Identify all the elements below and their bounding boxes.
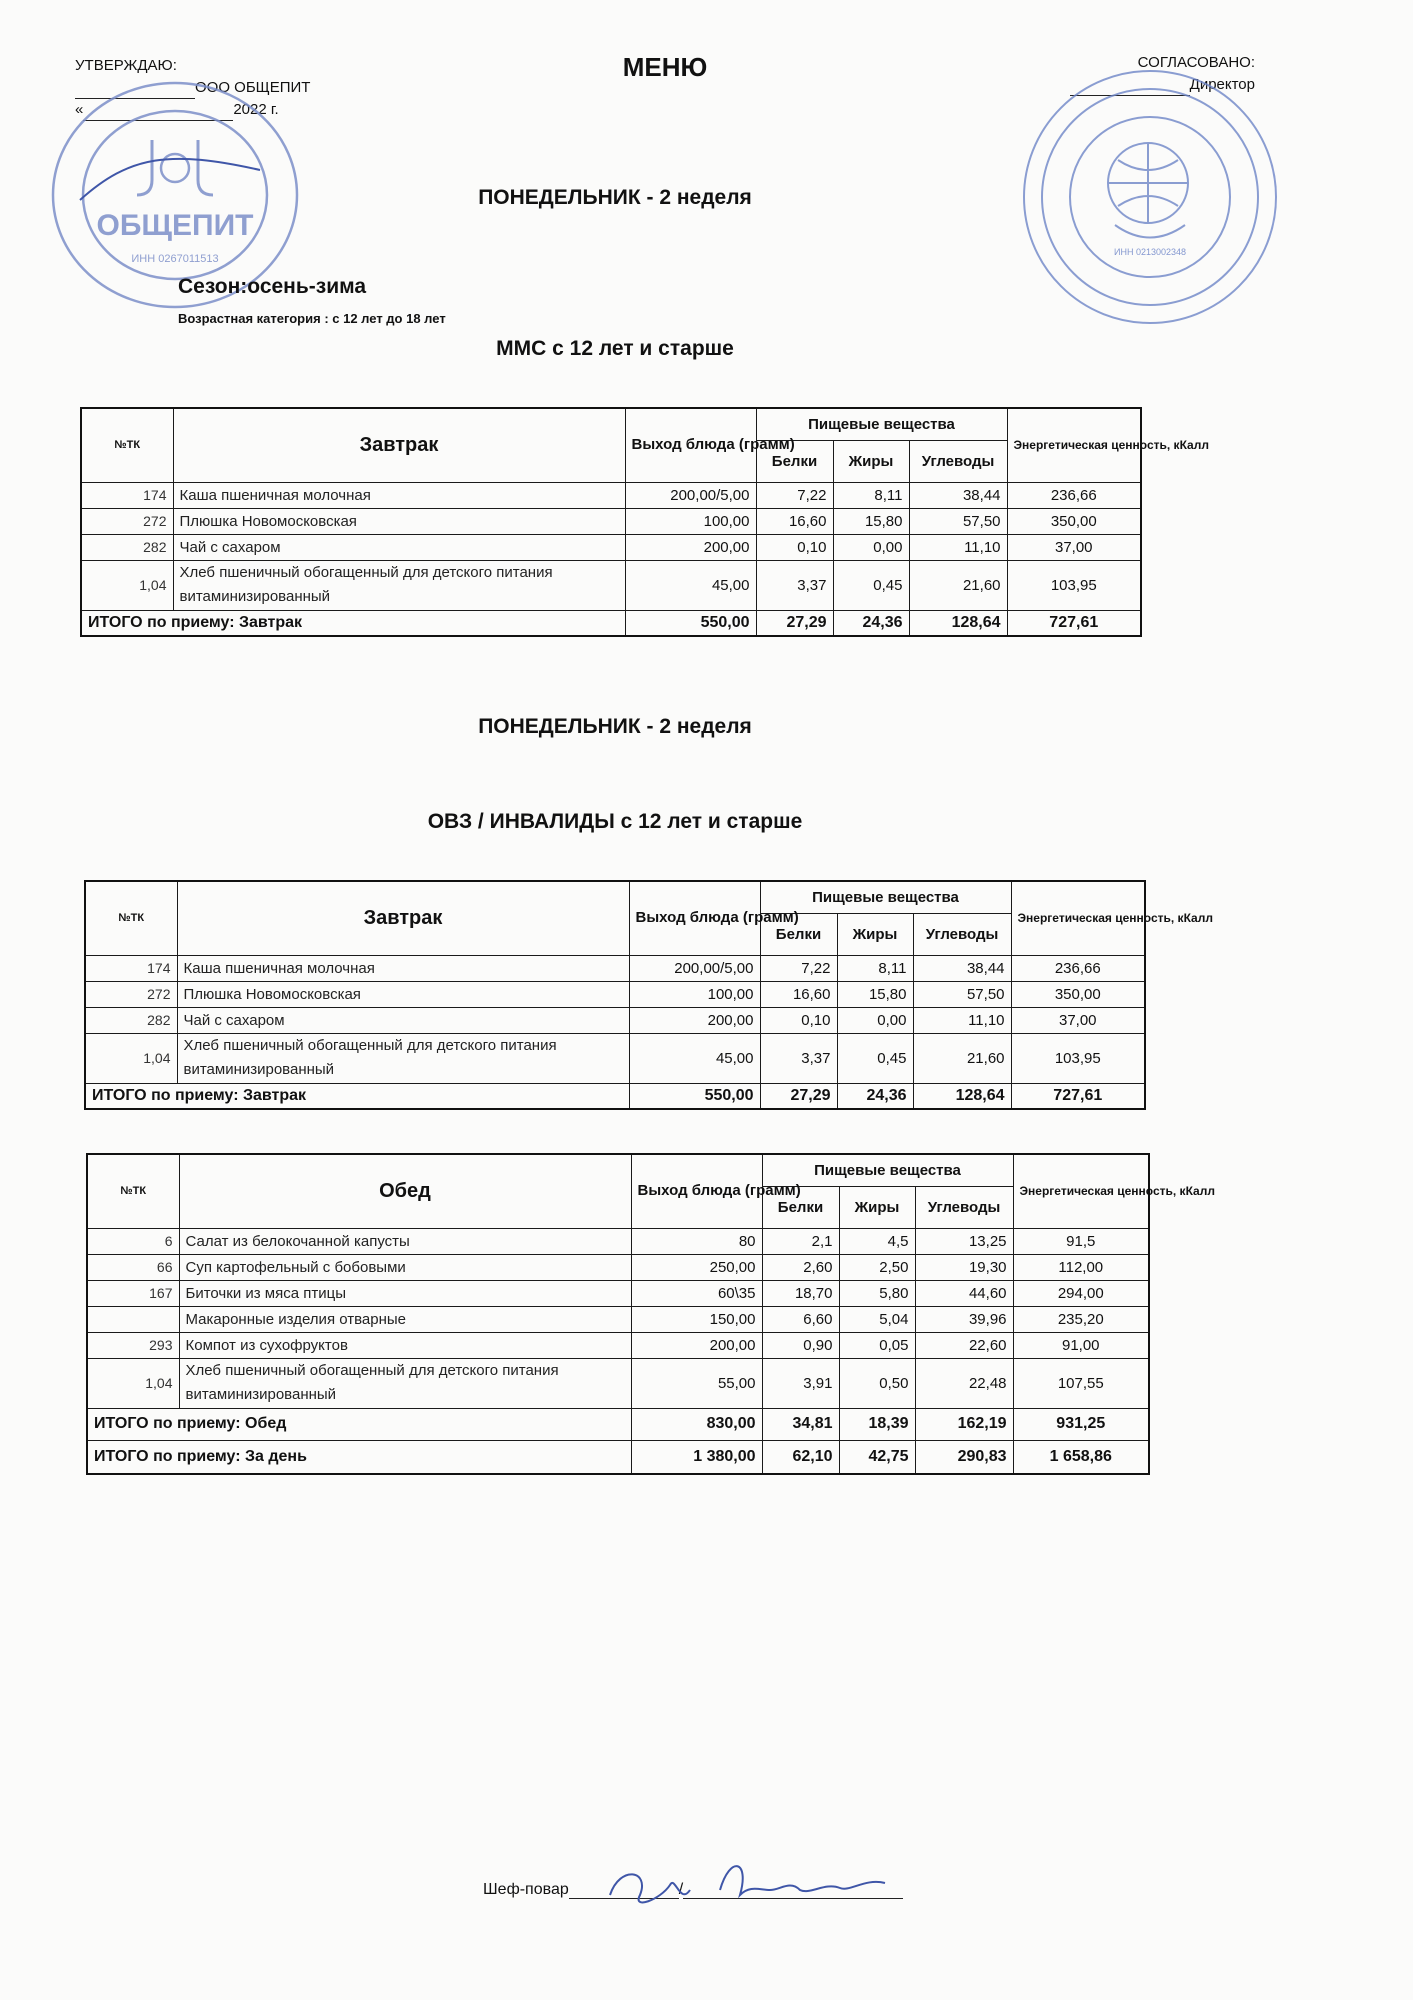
total-energy: 727,61	[1011, 1083, 1145, 1109]
day-total-energy: 1 658,86	[1013, 1440, 1149, 1474]
dish-name: Макаронные изделия отварные	[179, 1306, 631, 1332]
table-row	[85, 1033, 1145, 1083]
total-proteins: 27,29	[760, 1083, 837, 1109]
chef-handwritten-signature	[600, 1855, 940, 1915]
dish-name: Компот из сухофруктов	[179, 1332, 631, 1358]
dish-proteins: 6,60	[762, 1306, 839, 1332]
dish-name: Суп картофельный с бобовыми	[179, 1254, 631, 1280]
total-output: 550,00	[625, 610, 756, 636]
total-fats: 24,36	[833, 610, 909, 636]
age-category: Возрастная категория : с 12 лет до 18 лет	[178, 311, 446, 326]
table-row	[81, 508, 1141, 534]
dish-proteins: 0,90	[762, 1332, 839, 1358]
dish-fats: 8,11	[833, 482, 909, 508]
dish-carbs: 21,60	[909, 560, 1007, 610]
dish-name: Хлеб пшеничный обогащенный для детского питания витаминизированный	[177, 1033, 629, 1083]
total-carbs: 162,19	[915, 1408, 1013, 1440]
agreement-label: СОГЛАСОВАНО:	[1137, 54, 1255, 71]
dish-fats: 5,04	[839, 1306, 915, 1332]
dish-fats: 8,11	[837, 955, 913, 981]
dish-proteins: 18,70	[762, 1280, 839, 1306]
table-row	[81, 534, 1141, 560]
dish-carbs: 39,96	[915, 1306, 1013, 1332]
dish-name: Салат из белокочанной капусты	[179, 1228, 631, 1254]
dish-code: 167	[87, 1280, 179, 1306]
section1-group-title: ММС с 12 лет и старше	[496, 337, 734, 360]
dish-output: 100,00	[625, 508, 756, 534]
col-tk: №ТК	[85, 881, 177, 955]
lunch-table-ovz	[86, 1153, 1215, 1475]
total-row	[85, 1083, 1145, 1109]
dish-code: 174	[85, 955, 177, 981]
dish-carbs: 57,50	[913, 981, 1011, 1007]
total-label: ИТОГО по приему: Завтрак	[81, 610, 625, 636]
total-label: ИТОГО по приему: Завтрак	[85, 1083, 629, 1109]
dish-carbs: 22,48	[915, 1358, 1013, 1408]
dish-output: 200,00	[631, 1332, 762, 1358]
dish-energy: 37,00	[1011, 1007, 1145, 1033]
day-total-output: 1 380,00	[631, 1440, 762, 1474]
dish-fats: 2,50	[839, 1254, 915, 1280]
table-row	[87, 1228, 1149, 1254]
dish-proteins: 16,60	[760, 981, 837, 1007]
total-energy: 931,25	[1013, 1408, 1149, 1440]
dish-output: 250,00	[631, 1254, 762, 1280]
table-row	[85, 955, 1145, 981]
dish-fats: 15,80	[837, 981, 913, 1007]
dish-energy: 103,95	[1011, 1033, 1145, 1083]
col-carbs: Углеводы	[913, 913, 1011, 955]
dish-fats: 15,80	[833, 508, 909, 534]
total-output: 550,00	[629, 1083, 760, 1109]
signature-separator: /	[678, 1881, 684, 1898]
total-carbs: 128,64	[909, 610, 1007, 636]
day-total-carbs: 290,83	[915, 1440, 1013, 1474]
col-proteins: Белки	[762, 1186, 839, 1228]
col-nutrients: Пищевые вещества	[762, 1154, 1013, 1186]
table-row	[87, 1280, 1149, 1306]
dish-energy: 236,66	[1011, 955, 1145, 981]
dish-output: 100,00	[629, 981, 760, 1007]
day-total-fats: 42,75	[839, 1440, 915, 1474]
col-proteins: Белки	[756, 440, 833, 482]
dish-carbs: 11,10	[913, 1007, 1011, 1033]
dish-energy: 91,00	[1013, 1332, 1149, 1358]
dish-output: 55,00	[631, 1358, 762, 1408]
dish-code: 1,04	[87, 1358, 179, 1408]
document-title: МЕНЮ	[622, 52, 708, 82]
dish-code: 272	[81, 508, 173, 534]
col-nutrients: Пищевые вещества	[760, 881, 1011, 913]
dish-proteins: 0,10	[756, 534, 833, 560]
right-stamp-inn: ИНН 0213002348	[1113, 247, 1187, 257]
dish-output: 200,00	[629, 1007, 760, 1033]
dish-output: 200,00	[625, 534, 756, 560]
chef-label: Шеф-повар	[483, 1881, 569, 1898]
total-output: 830,00	[631, 1408, 762, 1440]
col-fats: Жиры	[833, 440, 909, 482]
total-proteins: 34,81	[762, 1408, 839, 1440]
col-nutrients: Пищевые вещества	[756, 408, 1007, 440]
approval-org: ООО ОБЩЕПИТ	[195, 79, 311, 96]
day-total-row	[87, 1440, 1149, 1474]
dish-name: Чай с сахаром	[173, 534, 625, 560]
dish-code: 66	[87, 1254, 179, 1280]
total-fats: 18,39	[839, 1408, 915, 1440]
dish-energy: 103,95	[1007, 560, 1141, 610]
left-stamp-inn: ИНН 0267011513	[131, 253, 219, 265]
dish-code: 293	[87, 1332, 179, 1358]
dish-proteins: 7,22	[760, 955, 837, 981]
col-meal: Завтрак	[177, 881, 629, 955]
dish-carbs: 21,60	[913, 1033, 1011, 1083]
dish-carbs: 38,44	[909, 482, 1007, 508]
col-fats: Жиры	[837, 913, 913, 955]
day-total-proteins: 62,10	[762, 1440, 839, 1474]
dish-code	[87, 1306, 179, 1332]
dish-output: 60\35	[631, 1280, 762, 1306]
total-fats: 24,36	[837, 1083, 913, 1109]
dish-code: 1,04	[85, 1033, 177, 1083]
approval-label: УТВЕРЖДАЮ:	[75, 57, 177, 74]
dish-output: 200,00/5,00	[629, 955, 760, 981]
table-row	[87, 1332, 1149, 1358]
col-proteins: Белки	[760, 913, 837, 955]
dish-energy: 91,5	[1013, 1228, 1149, 1254]
total-label: ИТОГО по приему: Обед	[87, 1408, 631, 1440]
dish-name: Биточки из мяса птицы	[179, 1280, 631, 1306]
dish-energy: 107,55	[1013, 1358, 1149, 1408]
section2-day-title: ПОНЕДЕЛЬНИК - 2 неделя	[478, 715, 752, 738]
dish-fats: 0,00	[833, 534, 909, 560]
day-total-label: ИТОГО по приему: За день	[87, 1440, 631, 1474]
col-output: Выход блюда (грамм)	[631, 1154, 762, 1228]
dish-output: 80	[631, 1228, 762, 1254]
dish-name: Плюшка Новомосковская	[173, 508, 625, 534]
dish-code: 272	[85, 981, 177, 1007]
dish-energy: 112,00	[1013, 1254, 1149, 1280]
dish-proteins: 3,37	[760, 1033, 837, 1083]
left-stamp-text: ОБЩЕПИТ	[96, 209, 254, 242]
dish-fats: 4,5	[839, 1228, 915, 1254]
col-output: Выход блюда (грамм)	[629, 881, 760, 955]
dish-energy: 235,20	[1013, 1306, 1149, 1332]
dish-energy: 37,00	[1007, 534, 1141, 560]
total-carbs: 128,64	[913, 1083, 1011, 1109]
dish-name: Чай с сахаром	[177, 1007, 629, 1033]
approval-year: 2022 г.	[233, 101, 279, 118]
dish-code: 174	[81, 482, 173, 508]
dish-fats: 0,50	[839, 1358, 915, 1408]
dish-proteins: 16,60	[756, 508, 833, 534]
dish-output: 45,00	[629, 1033, 760, 1083]
dish-carbs: 22,60	[915, 1332, 1013, 1358]
dish-name: Хлеб пшеничный обогащенный для детского питания витаминизированный	[173, 560, 625, 610]
dish-output: 200,00/5,00	[625, 482, 756, 508]
dish-proteins: 3,37	[756, 560, 833, 610]
dish-fats: 0,05	[839, 1332, 915, 1358]
total-energy: 727,61	[1007, 610, 1141, 636]
dish-name: Плюшка Новомосковская	[177, 981, 629, 1007]
dish-fats: 0,45	[833, 560, 909, 610]
dish-carbs: 44,60	[915, 1280, 1013, 1306]
col-energy: Энергетическая ценность, кКалл	[1011, 881, 1145, 955]
table-row	[85, 1007, 1145, 1033]
approval-date-prefix: «	[75, 101, 84, 118]
dish-proteins: 2,1	[762, 1228, 839, 1254]
dish-output: 45,00	[625, 560, 756, 610]
dish-energy: 350,00	[1007, 508, 1141, 534]
col-output: Выход блюда (грамм)	[625, 408, 756, 482]
dish-name: Каша пшеничная молочная	[173, 482, 625, 508]
total-proteins: 27,29	[756, 610, 833, 636]
breakfast-table-ovz	[84, 880, 1213, 1110]
dish-energy: 350,00	[1011, 981, 1145, 1007]
dish-fats: 5,80	[839, 1280, 915, 1306]
dish-proteins: 0,10	[760, 1007, 837, 1033]
dish-carbs: 57,50	[909, 508, 1007, 534]
total-row	[87, 1408, 1149, 1440]
col-carbs: Углеводы	[909, 440, 1007, 482]
dish-proteins: 2,60	[762, 1254, 839, 1280]
col-tk: №ТК	[87, 1154, 179, 1228]
breakfast-table-mms	[80, 407, 1209, 637]
dish-code: 282	[85, 1007, 177, 1033]
dish-energy: 236,66	[1007, 482, 1141, 508]
dish-output: 150,00	[631, 1306, 762, 1332]
dish-carbs: 11,10	[909, 534, 1007, 560]
table-row	[87, 1254, 1149, 1280]
dish-fats: 0,00	[837, 1007, 913, 1033]
col-meal: Обед	[179, 1154, 631, 1228]
col-energy: Энергетическая ценность, кКалл	[1007, 408, 1141, 482]
col-fats: Жиры	[839, 1186, 915, 1228]
total-row	[81, 610, 1141, 636]
dish-name: Хлеб пшеничный обогащенный для детского питания витаминизированный	[179, 1358, 631, 1408]
agreement-role: Директор	[1189, 76, 1255, 93]
col-meal: Завтрак	[173, 408, 625, 482]
col-tk: №ТК	[81, 408, 173, 482]
table-row	[85, 981, 1145, 1007]
dish-proteins: 7,22	[756, 482, 833, 508]
table-row	[87, 1358, 1149, 1408]
col-energy: Энергетическая ценность, кКалл	[1013, 1154, 1149, 1228]
section2-group-title: ОВЗ / ИНВАЛИДЫ с 12 лет и старше	[427, 810, 803, 833]
dish-carbs: 19,30	[915, 1254, 1013, 1280]
season-label: Сезон:осень-зима	[178, 275, 367, 298]
dish-proteins: 3,91	[762, 1358, 839, 1408]
dish-carbs: 13,25	[915, 1228, 1013, 1254]
table-row	[87, 1306, 1149, 1332]
section1-day-title: ПОНЕДЕЛЬНИК - 2 неделя	[478, 186, 752, 209]
dish-name: Каша пшеничная молочная	[177, 955, 629, 981]
dish-fats: 0,45	[837, 1033, 913, 1083]
dish-carbs: 38,44	[913, 955, 1011, 981]
dish-code: 6	[87, 1228, 179, 1254]
dish-code: 282	[81, 534, 173, 560]
table-row	[81, 560, 1141, 610]
table-row	[81, 482, 1141, 508]
dish-code: 1,04	[81, 560, 173, 610]
col-carbs: Углеводы	[915, 1186, 1013, 1228]
dish-energy: 294,00	[1013, 1280, 1149, 1306]
